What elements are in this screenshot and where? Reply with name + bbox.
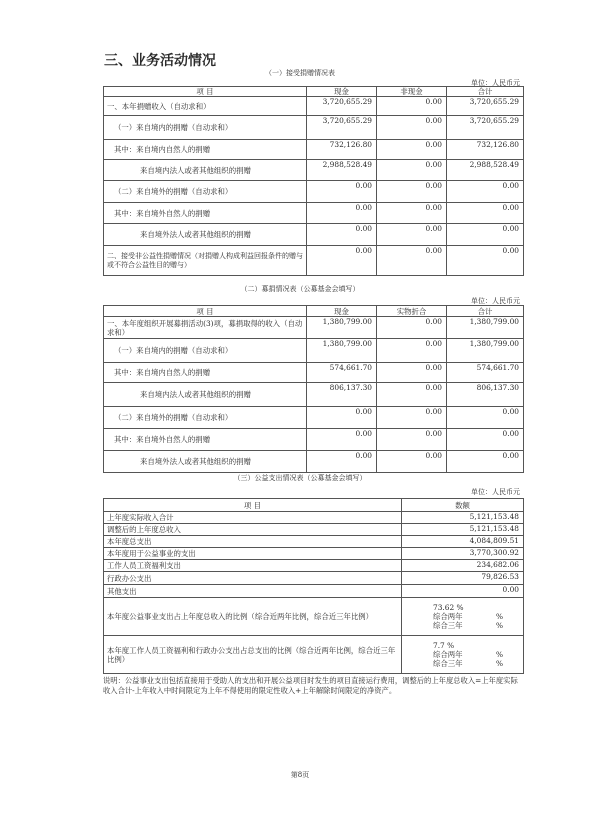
table3-header-amount: 数额 bbox=[402, 499, 524, 512]
table3-header-item: 项 目 bbox=[104, 499, 402, 512]
table-row: 二、接受非公益性捐赠情况（对捐赠人构成利益回报条件的赠与或不符合公益性目的赠与） 0.00 0.00 0.00 bbox=[104, 246, 524, 276]
donation-table bbox=[103, 86, 524, 276]
table3-unit: 单位：人民币元 bbox=[471, 488, 520, 496]
ratio-cell: 7.7 % 综合两年 % 综合三年 % bbox=[433, 641, 503, 668]
table-row: 工作人员工资福利支出 234,682.06 bbox=[104, 560, 524, 572]
table-row: 一、本年度组织开展募捐活动(3)项，募捐取得的收入（自动求和） 1,380,799.00 0.00 1,380,799.00 bbox=[104, 317, 524, 339]
table-row: 其他支出 0.00 bbox=[104, 585, 524, 598]
table-row: 本年度公益事业支出占上年度总收入的比例（综合近两年比例，综合近三年比例） 73.62 % 综合两年 % 综合三年 % bbox=[104, 598, 524, 636]
table-row: 其中：来自境内自然人的捐赠 732,126.80 0.00 732,126.80 bbox=[104, 140, 524, 160]
ratio-value: 73.62 % bbox=[433, 603, 464, 612]
table1-caption: （一）接受捐赠情况表 bbox=[265, 69, 335, 77]
table-row: 来自境外法人或者其他组织的捐赠 0.00 0.00 0.00 bbox=[104, 451, 524, 473]
table2-caption: （二）募捐情况表（公募基金会填写） bbox=[240, 285, 360, 293]
table2-header-cash: 现金 bbox=[307, 306, 377, 317]
table-row: 本年度用于公益事业的支出 3,770,300.92 bbox=[104, 548, 524, 560]
table1-header-item: 项 目 bbox=[104, 87, 307, 97]
fundraising-table bbox=[103, 305, 524, 473]
table-row: 其中：来自境外自然人的捐赠 0.00 0.00 0.00 bbox=[104, 203, 524, 224]
table-row: （二）来自境外的捐赠（自动求和） 0.00 0.00 0.00 bbox=[104, 407, 524, 429]
table-row: 其中：来自境内自然人的捐赠 574,661.70 0.00 574,661.70 bbox=[104, 363, 524, 383]
table2-header-total: 合计 bbox=[447, 306, 524, 317]
table-row: （二）来自境外的捐赠（自动求和） 0.00 0.00 0.00 bbox=[104, 181, 524, 203]
table-row: 调整后的上年度总收入 5,121,153.48 bbox=[104, 524, 524, 536]
ratio-cell: 73.62 % 综合两年 % 综合三年 % bbox=[433, 603, 503, 630]
table-row: 来自境内法人或者其他组织的捐赠 806,137.30 0.00 806,137.30 bbox=[104, 383, 524, 407]
table-row: 本年度总支出 4,084,809.51 bbox=[104, 536, 524, 548]
ratio-value: 7.7 % bbox=[433, 641, 455, 650]
table2-unit: 单位：人民币元 bbox=[471, 297, 520, 305]
public-expense-table bbox=[103, 498, 524, 674]
table-row: 一、本年捐赠收入（自动求和） 3,720,655.29 0.00 3,720,655.29 bbox=[104, 97, 524, 116]
table-row: 来自境内法人或者其他组织的捐赠 2,988,528.49 0.00 2,988,528.49 bbox=[104, 160, 524, 181]
table1-header-noncash: 非现金 bbox=[377, 87, 447, 97]
section-title: 三、业务活动情况 bbox=[104, 53, 216, 69]
table-row: 行政办公支出 79,826.53 bbox=[104, 572, 524, 585]
page-number: 第8页 bbox=[290, 771, 310, 779]
table2-header-item: 项 目 bbox=[104, 306, 307, 317]
table-row: 其中：来自境外自然人的捐赠 0.00 0.00 0.00 bbox=[104, 429, 524, 451]
explanatory-note: 说明：公益事业支出包括直接用于受助人的支出和开展公益项目时发生的项目直接运行费用，调整后的上年度总收入=上年度实际收入合计-上年收入中时间限定为上年不得使用的限定性收入+上年解除时间限定的净资产。 bbox=[103, 676, 518, 695]
table1-unit: 单位：人民币元 bbox=[471, 79, 520, 87]
table-row: 本年度工作人员工资福利和行政办公支出占总支出的比例（综合近两年比例，综合近三年比例） 7.7 % 综合两年 % 综合三年 % bbox=[104, 636, 524, 674]
table-row: 上年度实际收入合计 5,121,153.48 bbox=[104, 512, 524, 524]
table1-header-cash: 现金 bbox=[307, 87, 377, 97]
table-row: （一）来自境内的捐赠（自动求和） 3,720,655.29 0.00 3,720,655.29 bbox=[104, 116, 524, 140]
table1-header-total: 合计 bbox=[447, 87, 524, 97]
table-row: （一）来自境内的捐赠（自动求和） 1,380,799.00 0.00 1,380,799.00 bbox=[104, 339, 524, 363]
table2-header-inkind: 实物折合 bbox=[377, 306, 447, 317]
table3-caption: （三）公益支出情况表（公募基金会填写） bbox=[233, 474, 367, 482]
table-row: 来自境外法人或者其他组织的捐赠 0.00 0.00 0.00 bbox=[104, 224, 524, 246]
